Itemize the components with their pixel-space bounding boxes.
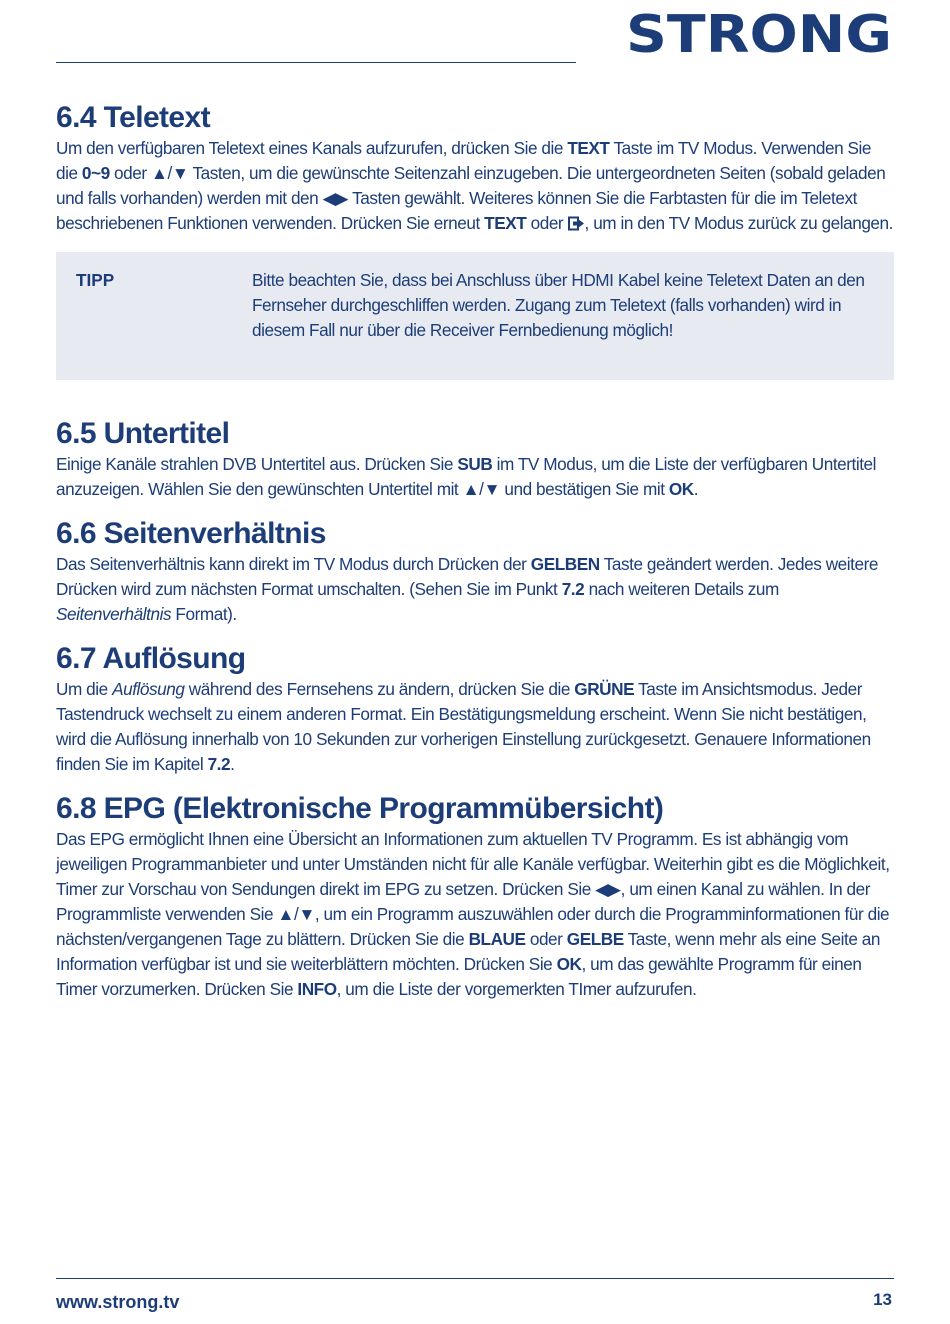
section-body: Das Seitenverhältnis kann direkt im TV Modus durch Drücken der GELBEN Taste geändert werden. Jedes weitere Drücken wird zum nächsten Format umschalten. (Sehen Sie im Punkt 7.2 nach weiteren Details zum Seitenverhältnis Format). — [56, 554, 878, 624]
section-aufloesung — [56, 641, 894, 777]
svg-text:STRONG: STRONG — [626, 5, 892, 60]
page-number: 13 — [873, 1290, 892, 1309]
header-divider — [56, 62, 576, 63]
footer-divider — [56, 1278, 894, 1279]
section-seitenverhaeltnis — [56, 516, 894, 627]
section-body: Das EPG ermöglicht Ihnen eine Übersicht an Informationen zum aktuellen TV Programm. Es ist abhängig vom jeweiligen Programmanbieter und unter Umständen nicht für alle Kanäle verfügbar. Weiterhin gibt es die Möglichkeit, Timer zur Vorschau von Sendungen direkt im EPG zu setzen. Drücken Sie ◀▶, um einen Kanal zu wählen. In der Programmliste verwenden Sie ▲/▼, um ein Programm auszuwählen oder durch die Programminformationen für die nächsten/vergangenen Tage zu blättern. Drücken Sie die BLAUE oder GELBE Taste, wenn mehr als eine Seite an Information verfügbar ist und sie weiterblättern möchten. Drücken Sie OK, um das gewählte Programm für einen Timer vorzumerken. Drücken Sie INFO, um die Liste der vorgemerkten TImer aufzurufen. — [56, 829, 890, 999]
footer-url[interactable]: www.strong.tv — [56, 1292, 180, 1312]
section-title: 6.7 Auflösung — [56, 642, 246, 675]
section-body: Um die Auflösung während des Fernsehens zu ändern, drücken Sie die GRÜNE Taste im Ansichtsmodus. Jeder Tastendruck wechselt zu einem anderen Format. Ein Bestätigungsmeldung erscheint. Wenn Sie nicht bestätigen, wird die Auflösung innerhalb von 10 Sekunden zur vorherigen Einstellung zurückgesetzt. Genauere Informationen finden Sie im Kapitel 7.2. — [56, 679, 871, 774]
section-title: 6.6 Seitenverhältnis — [56, 517, 326, 550]
strong-logo — [624, 4, 894, 60]
section-title: 6.4 Teletext — [56, 101, 210, 134]
tip-text: Bitte beachten Sie, dass bei Anschluss über HDMI Kabel keine Teletext Daten an den Fernseher durchgeschliffen werden. Zugang zum Teletext (falls vorhanden) wird in diesem Fall nur über die Receiver Fernbedienung möglich! — [252, 270, 865, 340]
exit-icon — [568, 216, 585, 231]
section-body: Um den verfügbaren Teletext eines Kanals aufzurufen, drücken Sie die TEXT Taste im TV Modus. Verwenden Sie die 0~9 oder ▲/▼ Tasten, um die gewünschte Seitenzahl einzugeben. Die untergeordneten Seiten (sobald geladen und falls vorhanden) werden mit den ◀▶ Tasten gewählt. Weiteres können Sie die Farbtasten für die im Teletext beschriebenen Funktionen verwenden. Drücken Sie erneut TEXT oder , um in den TV Modus zurück zu gelangen. — [56, 138, 893, 233]
tip-box — [56, 252, 894, 380]
section-epg — [56, 791, 894, 1002]
section-body: Einige Kanäle strahlen DVB Untertitel aus. Drücken Sie SUB im TV Modus, um die Liste der verfügbaren Untertitel anzuzeigen. Wählen Sie den gewünschten Untertitel mit ▲/▼ und bestätigen Sie mit OK. — [56, 454, 877, 499]
section-title: 6.5 Untertitel — [56, 417, 230, 450]
section-teletext — [56, 100, 894, 380]
tip-label: TIPP — [76, 270, 115, 290]
section-title: 6.8 EPG (Elektronische Programmübersicht) — [56, 792, 664, 825]
page-content — [56, 100, 894, 1002]
section-untertitel — [56, 416, 894, 502]
